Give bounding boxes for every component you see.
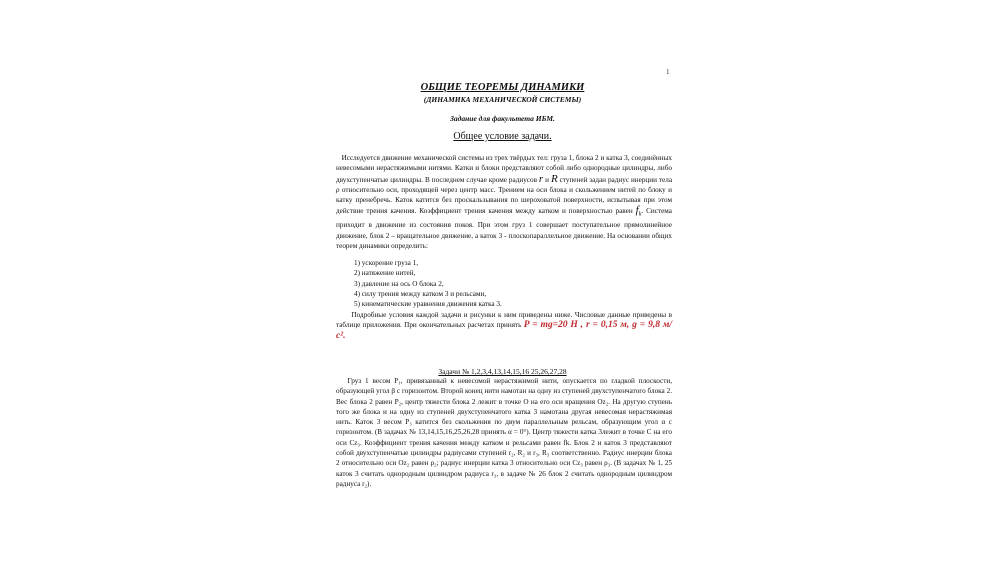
radius-r: r	[538, 172, 544, 185]
fk-symbol: f	[635, 204, 639, 217]
constants-formula: P = mg=20 Н , r = 0,15 м, g = 9,8 м/с².	[336, 320, 672, 341]
rho-symbol: ρ	[336, 185, 340, 194]
page-number: 1	[666, 68, 670, 76]
details-text: Подробные условия каждой задачи и рисунки к ним приведены ниже. Числовые данные приведены в таблице приложения. При окончательных расчетах принять	[336, 311, 673, 330]
intro-and: и	[545, 175, 549, 184]
fk-subscript: k	[638, 211, 642, 218]
tasks-paragraph	[336, 376, 672, 489]
list-item: 2) натяжение нитей,	[354, 269, 416, 278]
intro-text-1: Исследуется движение механической системы из трех твёрдых тел: груза 1, блока 2 и катка 3, соединённых невесомыми нерастяжимыми нитями. Катки и блоки представляют собой либо однородные цилиндры, либо двухступенчатые цилиндры. В последнем случае кроме радиусов	[336, 154, 672, 184]
list-item: 5) кинематические уравнения движения катка 3.	[354, 300, 502, 309]
intro-text-4: . Система приходит в движение из состояния покоя. При этом груз 1 совершает поступательное прямолинейное движение, блок 2 – вращательное движение, а каток 3 - плоскопараллельное движение. На основании общих теорем динамики определить:	[336, 207, 672, 250]
intro-text-3: относительно оси, проходящей через центр масс. Трением на оси блока и скольжением нитей по блоку и катку пренебречь. Каток катится без проскальзывания по шероховатой поверхности, испытывая при этом действие трения качения. Коэффициент трения качения между катком и поверхностью равен	[336, 185, 673, 216]
document-page	[330, 62, 675, 563]
tasks-text: Груз 1 весом P₁, привязанный к невесомой нерастяжимой нити, опускается по гладкой плоскости, образующей угол β с горизонтом. Второй конец нити намотан на одну из ступеней двухступенчатого блока 2. Вес блока 2 равен P₂, центр тяжести блока 2 лежит в точке O на его оси вращения Oz₂. На другую ступень того же блока и на одну из ступеней двухступенчатого катка 3 намотана другая невесомая нерастяжимая нить. Каток 3 весом P₃ катится без скольжения по двум параллельным рельсам, образующим угол α с горизонтом. (В задачах № 13,14,15,16,25,26,28 принять α = 0°). Центр тяжести катка 3лежит в точке C на его оси Cz₃. Коэффициент трения качения между катком и рельсами равен fk. Блок 2 и каток 3 представляют собой двухступенчатые цилиндры радиусами ступеней r₂, R₂ и r₃, R₃ соответственно. Радиус инерции блока 2 относительно оси Oz₂ равен ρ₂; радиус инерции катка 3 относительно оси Cz₃ равен ρ₃. (В задачах № 1, 25 каток 3 считать однородным цилиндром радиуса r₃, в задаче № 26 блок 2 считать однородным цилиндром радиуса r₂).	[336, 377, 672, 488]
document-subtitle: (ДИНАМИКА МЕХАНИЧЕСКОЙ СИСТЕМЫ)	[423, 95, 582, 104]
list-item: 3) давление на ось O блока 2,	[354, 279, 444, 288]
intro-paragraph	[336, 153, 672, 251]
determine-list	[354, 258, 502, 309]
tasks-heading: Задачи № 1,2,3,4,13,14,15,16 25,26,27,28	[438, 367, 567, 376]
intro-text-2: ступеней задан радиус инерции тела	[559, 175, 673, 184]
general-condition-heading: Общее условие задачи.	[453, 131, 552, 142]
document-title: ОБЩИЕ ТЕОРЕМЫ ДИНАМИКИ	[420, 82, 585, 93]
list-item: 4) силу трения между катком 3 и рельсами,	[354, 289, 487, 298]
radius-R: R	[550, 172, 558, 185]
task-for-faculty: Задание для факультета ИБМ.	[450, 114, 555, 123]
list-item: 1) ускорение груза 1,	[354, 259, 419, 267]
details-paragraph	[336, 310, 672, 341]
